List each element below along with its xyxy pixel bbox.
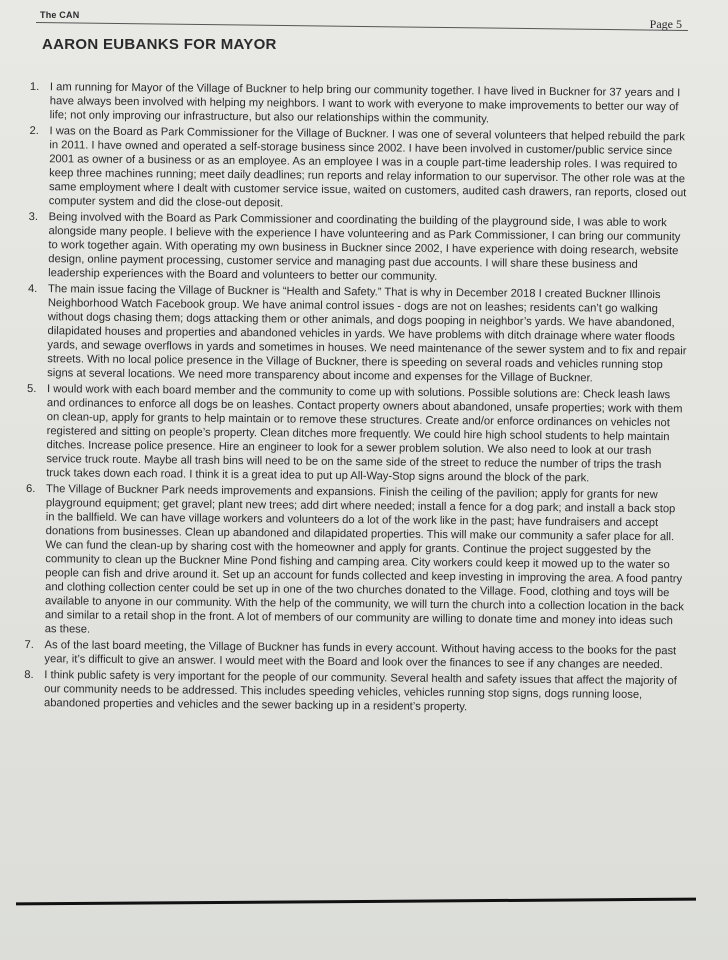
item-text: The main issue facing the Village of Buckner is “Health and Safety.” That is why in December 2018 I created Buckner Illinois Neighborhood Watch Facebook group. We have animal control issues - dogs are not on leashes; residents can’t go walking without dogs chasing them; dogs attacking them or other animals, and dogs pooping in neighbor’s yards. We have abandoned, dilapidated houses and properties and abandoned vehicles in yards. We have problems with ditch drainage where water floods yards, and sewage overflows in yards and sometimes in houses. We need maintenance of the sewer system and to fix and repair streets. With no local police presence in the Village of Buckner, there is speeding on several roads and vehicles running stop signs at several locations. We need more transparency about income and expenses for the Village of Buckner.	[47, 283, 687, 385]
item-number: 2.	[29, 124, 39, 138]
list-item	[25, 482, 686, 642]
answers-list	[24, 80, 690, 718]
item-number: 4.	[27, 282, 38, 296]
article-title: AARON EUBANKS FOR MAYOR	[42, 36, 277, 53]
list-item	[29, 124, 690, 214]
item-number: 7.	[24, 638, 34, 652]
item-text: I would work with each board member and the community to come up with solutions. Possible solutions are: Check leash laws and ordinances to enforce all dogs be on leashes. Contact property owners about abandoned, unsafe properties; work with them on clean-up, apply for grants to help maintain or to remove these structures. Create and/or enforce ordinances on vehicles not registered and sitting on people’s property. Clean ditches more frequently. We could hire high school students to help maintain ditches. Increase police presence. Hire an engineer to look for a sewer problem solution. We also need to look at our trash service truck route. Maybe all trash bins will need to be on the same side of the street to reduce the number of trips the trash truck takes down each road. I think it is a great idea to put up All-Way-Stop signs around the block of the park.	[46, 383, 683, 485]
header-rule	[36, 22, 688, 31]
list-item	[26, 382, 687, 486]
item-text: I am running for Mayor of the Village of Buckner to help bring our community together. I have lived in Buckner for 37 years and I have always been involved with helping my neighbors. I want to work with everyone to make improvements to better our way of life; not only improving our infrastructure, but also our relationships within the community.	[49, 81, 681, 126]
footer-rule	[16, 898, 696, 906]
page-number: Page 5	[649, 17, 682, 31]
item-number: 5.	[26, 382, 37, 396]
item-number: 6.	[26, 482, 36, 496]
list-item	[30, 80, 690, 128]
item-text: The Village of Buckner Park needs improvements and expansions. Finish the ceiling of the pavilion; apply for grants for new playground equipment; get gravel; plant new trees; add dirt where needed; install a fence for a dog park; and install a back stop in the ballfield. We can have village workers and volunteers do a lot of the work like in the past; have fundraisers and accept donations from businesses. Clean up abandoned and dilapidated properties. This will make our community a safer place for all. We can fund the clean-up by sharing cost with the homeowner and apply for grants. Continue the project suggested by the community to clean up the Buckner Mine Pond fishing and camping area. City workers could keep it mowed up to the water so people can fish and drive around it. Set up an account for funds collected and keep investing in improving the area. A food pantry and clothing collection center could be set up in one of the two churches donated to the Village. Food, clothing and toys will be available to anyone in our community. With the help of the community, we will turn the church into a collection location in the back and similar to a retail shop in the front. A lot of members of our community are willing to donate time and money into ideas such as these.	[44, 483, 684, 636]
item-number: 3.	[28, 210, 39, 224]
list-item	[27, 282, 688, 386]
list-item	[24, 638, 684, 672]
item-text: Being involved with the Board as Park Commissioner and coordinating the building of the playground side, I was able to work alongside many people. I believe with the experience I have volunteering and as Park Commissioner, I can bring our community to work together again. With operating my own business in Buckner since 2002, I have experience with doing research, website design, online payment processing, customer service and managing past due accounts. I will share these business and leadership experiences with the Board and volunteers to better our community.	[48, 211, 681, 283]
item-number: 1.	[29, 80, 40, 94]
list-item	[28, 210, 689, 286]
item-number: 8.	[24, 668, 34, 682]
item-text: I was on the Board as Park Commissioner for the Village of Buckner. I was one of several volunteers that helped rebuild the park in 2011. I have owned and operated a self-storage business since 2002. I have been involved in customer/public service since 2001 as owner of a business or as an employee. As an employee I was in a couple part-time leadership roles. I was required to keep three machines running; meet daily deadlines; run reports and relay information to our supervisor. The other role was at the same employment where I dealt with customer service issue, waited on customers, audited cash drawers, ran reports, closed out computer system and did the close-out deposit.	[48, 125, 687, 210]
item-text: As of the last board meeting, the Village of Buckner has funds in every account. Without having access to the books for the past year, it’s difficult to give an answer. I would meet with the Board and look over the finances to see if any changes are needed.	[44, 639, 677, 672]
list-item	[24, 668, 684, 716]
masthead: The CAN	[40, 10, 80, 20]
item-text: I think public safety is very important for the people of our community. Several health and safety issues that affect the majority of our community needs to be addressed. This includes speeding vehicles, vehicles running stop signs, dogs running loose, abandoned properties and vehicles and the sewer backing up in a resident’s property.	[43, 669, 677, 714]
